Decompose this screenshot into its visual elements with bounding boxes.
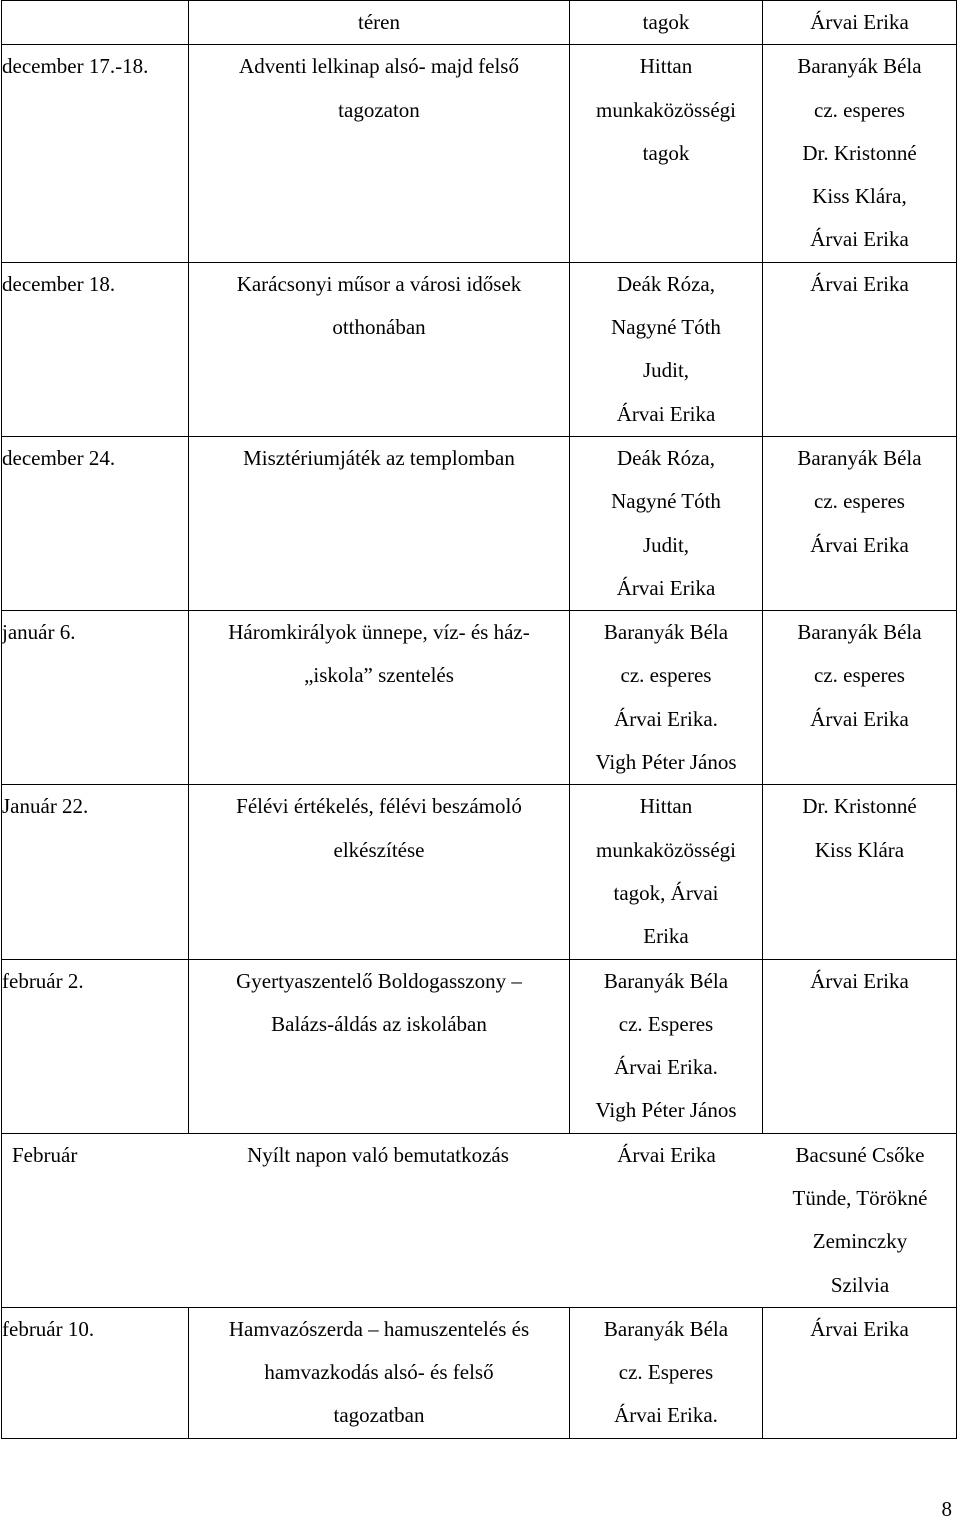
- responsible-cell: [763, 262, 957, 436]
- organizers-cell-line: Vigh Péter János: [595, 750, 737, 775]
- event-cell-line: Hamvazószerda – hamuszentelés és: [228, 1316, 530, 1341]
- organizers-cell-line: cz. esperes: [620, 663, 712, 688]
- table-row: [2, 262, 957, 436]
- responsible-cell: [763, 611, 957, 785]
- responsible-cell-line: Dr. Kristonné: [802, 140, 917, 165]
- table-row: [2, 1307, 957, 1438]
- organizers-cell-line: Deák Róza,: [617, 445, 715, 470]
- organizers-cell: [570, 436, 763, 610]
- date-cell-line: december 18.: [2, 271, 116, 296]
- organizers-cell-line: tagok: [642, 10, 690, 34]
- responsible-cell-line: Árvai Erika: [810, 271, 909, 296]
- event-cell: [189, 45, 570, 262]
- responsible-cell-line: Baranyák Béla: [797, 620, 922, 645]
- responsible-cell-line: Kiss Klára: [814, 837, 905, 862]
- event-cell: [189, 959, 570, 1133]
- event-cell-line: elkészítése: [333, 837, 425, 862]
- date-cell: [2, 611, 189, 785]
- event-cell-line: Háromkirályok ünnepe, víz- és ház-: [228, 620, 530, 645]
- responsible-cell: [763, 1, 957, 45]
- table-row: [2, 785, 957, 959]
- organizers-cell-line: Árvai Erika.: [614, 1055, 718, 1080]
- date-text: Február: [12, 1142, 78, 1167]
- event-cell: [189, 611, 570, 785]
- event-cell-line: Karácsonyi műsor a városi idősek: [236, 271, 522, 296]
- date-cell-line: február 10.: [2, 1316, 95, 1341]
- responsible-cell-line: Árvai Erika: [810, 968, 909, 993]
- date-cell: [2, 45, 189, 262]
- responsible-text: Tünde, Törökné: [792, 1186, 928, 1211]
- date-cell: [2, 785, 189, 959]
- event-cell-line: Félévi értékelés, félévi beszámoló: [236, 794, 522, 819]
- organizers-cell: [570, 785, 763, 959]
- responsible-cell: [763, 45, 957, 262]
- event-cell: [189, 436, 570, 610]
- event-cell-line: téren: [358, 10, 400, 34]
- table-row: [2, 959, 957, 1133]
- responsible-cell-line: Baranyák Béla: [797, 54, 922, 79]
- event-cell-line: Misztériumjáték az templomban: [243, 445, 515, 470]
- organizers-cell-line: Vigh Péter János: [595, 1098, 737, 1123]
- responsible-cell-line: Baranyák Béla: [797, 445, 922, 470]
- organizers-cell-line: Nagyné Tóth: [611, 489, 721, 514]
- responsible-cell-line: cz. esperes: [814, 663, 905, 688]
- date-cell-line: január 6.: [2, 620, 76, 645]
- event-cell-line: tagozaton: [338, 97, 420, 122]
- merged-row-cell: [2, 1133, 957, 1307]
- organizers-cell: [570, 959, 763, 1133]
- table-row: [2, 45, 957, 262]
- event-text: Nyílt napon való bemutatkozás: [247, 1142, 509, 1167]
- table-row: [2, 1133, 957, 1307]
- responsible-cell: [763, 785, 957, 959]
- date-cell-line: december 24.: [2, 445, 116, 470]
- responsible-cell-line: Árvai Erika: [810, 532, 909, 557]
- table-row: [2, 611, 957, 785]
- organizers-cell-line: tagok: [642, 140, 690, 165]
- organizers-cell-line: Baranyák Béla: [603, 1316, 729, 1341]
- organizers-cell-line: cz. Esperes: [618, 1360, 714, 1385]
- responsible-cell-line: Árvai Erika: [810, 227, 909, 252]
- organizers-cell-line: tagok, Árvai: [613, 880, 719, 905]
- organizers-cell-line: Árvai Erika: [616, 575, 716, 600]
- responsible-cell-line: Árvai Erika: [810, 706, 909, 731]
- responsible-cell: [763, 1307, 957, 1438]
- organizers-cell-line: munkaközösségi: [596, 837, 736, 862]
- responsible-text: Zeminczky: [812, 1229, 908, 1254]
- table-row: [2, 436, 957, 610]
- event-cell: [189, 1307, 570, 1438]
- date-cell: [2, 1307, 189, 1438]
- organizers-cell-line: Árvai Erika: [616, 401, 716, 426]
- organizers-cell-line: Hittan: [639, 794, 693, 819]
- organizers-cell-line: Baranyák Béla: [603, 620, 729, 645]
- responsible-cell-line: Dr. Kristonné: [802, 794, 917, 819]
- responsible-cell-line: Árvai Erika: [810, 10, 909, 34]
- organizers-cell: [570, 262, 763, 436]
- page-number: 8: [941, 1497, 952, 1521]
- event-cell-line: tagozatban: [333, 1403, 425, 1428]
- organizers-cell-line: Nagyné Tóth: [611, 315, 721, 340]
- organizers-cell-line: cz. Esperes: [618, 1011, 714, 1036]
- event-cell: [189, 1, 570, 45]
- date-cell: [2, 262, 189, 436]
- responsible-text: Szilvia: [830, 1272, 890, 1297]
- schedule-table: [1, 0, 957, 1439]
- event-cell-line: Adventi lelkinap alsó- majd felső: [239, 54, 519, 79]
- event-cell: [189, 262, 570, 436]
- organizers-cell-line: munkaközösségi: [596, 97, 736, 122]
- responsible-cell: [763, 436, 957, 610]
- date-cell: [2, 959, 189, 1133]
- organizers-cell-line: Baranyák Béla: [603, 968, 729, 993]
- organizers-cell-line: Judit,: [642, 358, 690, 383]
- event-cell-line: Gyertyaszentelő Boldogasszony –: [236, 968, 522, 993]
- responsible-cell-line: Árvai Erika: [810, 1316, 909, 1341]
- event-cell-line: Balázs-áldás az iskolában: [271, 1011, 487, 1036]
- date-cell: [2, 1, 189, 45]
- event-cell-line: „iskola” szentelés: [304, 663, 454, 688]
- responsible-cell-line: cz. esperes: [814, 97, 905, 122]
- date-cell-line: február 2.: [2, 968, 84, 993]
- organizers-cell-line: Erika: [643, 924, 689, 949]
- event-cell-line: hamvazkodás alsó- és felső: [264, 1360, 494, 1385]
- event-cell-line: otthonában: [332, 315, 426, 340]
- responsible-cell-line: cz. esperes: [814, 489, 905, 514]
- organizers-cell: [570, 1307, 763, 1438]
- organizers-cell-line: Deák Róza,: [617, 271, 715, 296]
- table-row: [2, 1, 957, 45]
- date-cell-line: december 17.-18.: [2, 54, 149, 79]
- organizers-cell-line: Árvai Erika.: [614, 706, 718, 731]
- organizers-cell-line: Judit,: [642, 532, 690, 557]
- responsible-cell-line: Kiss Klára,: [812, 184, 907, 209]
- organizers-cell-line: Hittan: [639, 54, 693, 79]
- responsible-cell: [763, 959, 957, 1133]
- event-cell: [189, 785, 570, 959]
- organizers-cell-line: Árvai Erika.: [614, 1403, 718, 1428]
- organizers-cell: [570, 45, 763, 262]
- responsible-text: Bacsuné Csőke: [795, 1142, 925, 1167]
- organizers-cell: [570, 1, 763, 45]
- organizers-text: Árvai Erika: [617, 1142, 716, 1167]
- organizers-cell: [570, 611, 763, 785]
- date-cell: [2, 436, 189, 610]
- date-cell-line: Január 22.: [2, 794, 89, 819]
